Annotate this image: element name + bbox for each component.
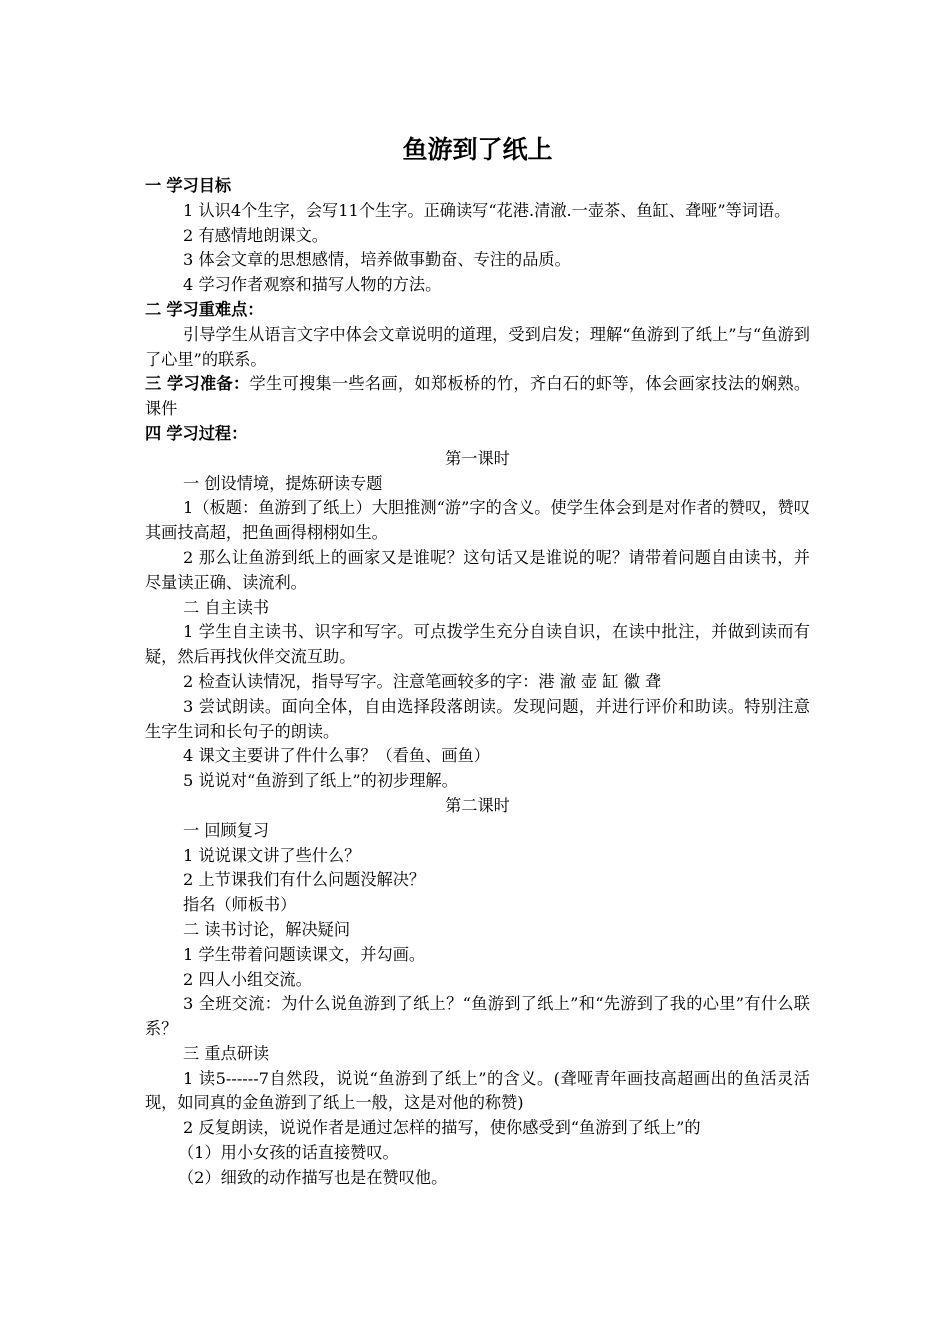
paragraph: 1 读5------7自然段，说说“鱼游到了纸上”的含义。(聋哑青年画技高超画出的鱼活灵活现，如同真的金鱼游到了纸上一般，这是对他的称赞) — [145, 1068, 810, 1113]
section-heading — [145, 174, 810, 199]
paragraph: 4 课文主要讲了件什么事？（看鱼、画鱼） — [183, 746, 490, 766]
paragraph: 3 体会文章的思想感情，培养做事勤奋、专注的品质。 — [183, 250, 571, 270]
document-body — [145, 174, 810, 1191]
sub-point: （2）细致的动作描写也是在赞叹他。 — [178, 1167, 448, 1187]
section-label: 学习过程： — [166, 423, 248, 443]
paragraph: 2 那么让鱼游到纸上的画家又是谁呢？这句话又是谁说的呢？请带着问题自由读书，并尽量读正确、读流利。 — [145, 547, 810, 592]
section-heading — [145, 298, 810, 323]
paragraph: 2 反复朗读，说说作者是通过怎样的描写，使你感受到“鱼游到了纸上”的 — [183, 1118, 701, 1138]
section-label: 学习准备： — [166, 374, 250, 394]
paragraph: 2 检查认读情况，指导写字。注意笔画较多的字：港 澈 壶 缸 徽 聋 — [183, 671, 662, 691]
paragraph: 一 回顾复习 — [183, 820, 270, 840]
sub-point: （1）用小女孩的话直接赞叹。 — [178, 1143, 399, 1163]
paragraph: 1 说说课文讲了些什么？ — [183, 845, 361, 865]
paragraph: 1 学生带着问题读课文，并勾画。 — [183, 944, 426, 964]
section-heading — [145, 422, 810, 447]
section-label: 学习目标 — [166, 176, 232, 195]
paragraph: 1 认识4个生字，会写11个生字。正确读写“花港.清澈.一壶茶、鱼缸、聋哑”等词语。 — [183, 200, 791, 220]
paragraph: 1（板题：鱼游到了纸上）大胆推测“游”字的含义。使学生体会到是对作者的赞叹，赞叹其画技高超，把鱼画得栩栩如生。 — [145, 498, 810, 543]
section-number: 一 — [145, 176, 162, 195]
section-number: 三 — [145, 374, 162, 394]
paragraph: 4 学习作者观察和描写人物的方法。 — [183, 275, 442, 295]
paragraph: 2 四人小组交流。 — [183, 969, 312, 989]
document-page — [145, 130, 810, 1191]
section-number: 二 — [145, 299, 162, 319]
paragraph: 二 自主读书 — [183, 597, 270, 617]
section-label: 学习重难点： — [166, 299, 264, 319]
paragraph: 3 全班交流：为什么说鱼游到了纸上？“鱼游到了纸上”和“先游到了我的心里”有什么联系？ — [145, 994, 810, 1039]
paragraph: 1 学生自主读书、识字和写字。可点拨学生充分自读自识，在读中批注，并做到读而有疑，然后再找伙伴交流互助。 — [145, 622, 810, 667]
paragraph: 指名（师板书） — [183, 895, 297, 915]
paragraph: 2 上节课我们有什么问题没解决？ — [183, 870, 426, 890]
lesson-heading: 第二课时 — [445, 795, 510, 815]
paragraph: 二 读书讨论，解决疑问 — [183, 919, 351, 939]
paragraph: 引导学生从语言文字中体会文章说明的道理，受到启发；理解“鱼游到了纸上”与“鱼游到了心里”的联系。 — [145, 324, 810, 369]
lesson-heading: 第一课时 — [445, 448, 510, 468]
paragraph: 三 重点研读 — [183, 1043, 270, 1063]
document-title: 鱼游到了纸上 — [402, 135, 553, 164]
paragraph: 3 尝试朗读。面向全体，自由选择段落朗读。发现问题，并进行评价和助读。特别注意生字生词和长句子的朗读。 — [145, 696, 810, 741]
section-heading — [145, 372, 810, 422]
section-text: 学生可搜集一些名画，如郑板桥的竹，齐白石的虾等，体会画家技法的娴熟。课件 — [145, 374, 811, 419]
paragraph: 一 创设情境，提炼研读专题 — [183, 473, 383, 493]
paragraph: 5 说说对“鱼游到了纸上”的初步理解。 — [183, 771, 458, 791]
paragraph: 2 有感情地朗课文。 — [183, 225, 328, 245]
section-number: 四 — [145, 423, 162, 443]
